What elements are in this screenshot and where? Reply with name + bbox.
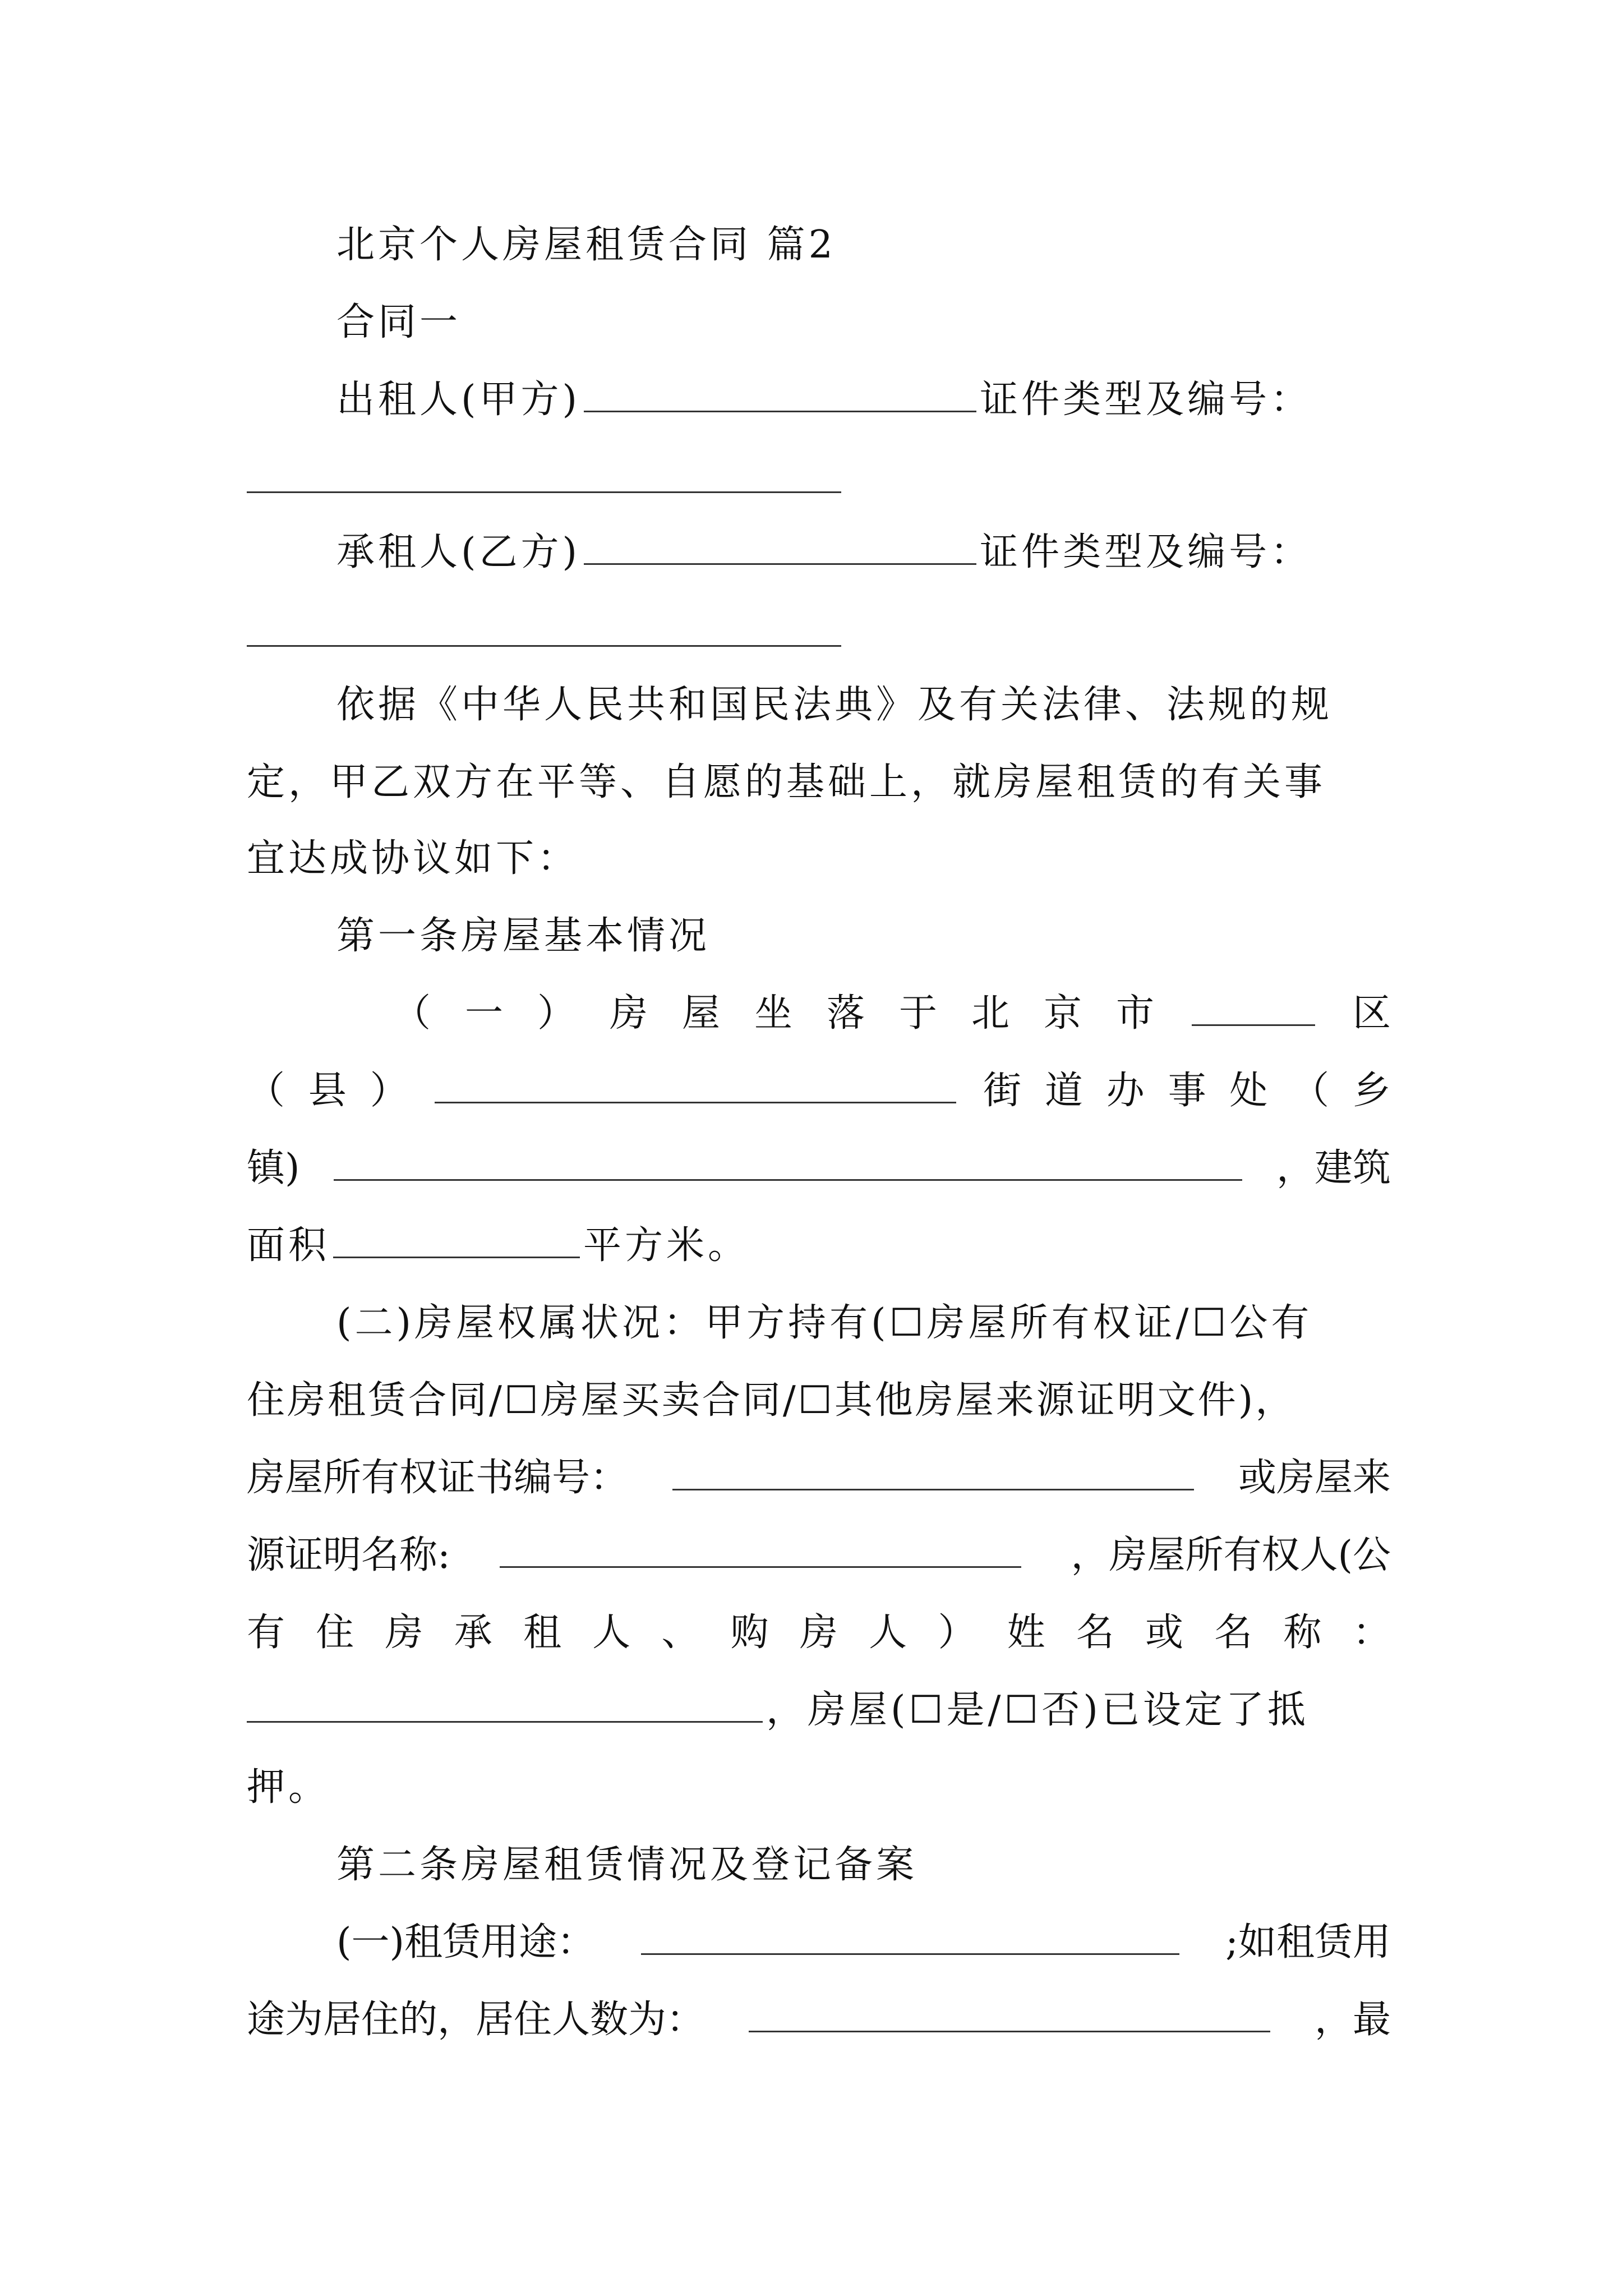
intro-line-3: 宜达成协议如下： <box>247 836 579 881</box>
art1-text: ，建筑 <box>1276 1146 1391 1190</box>
lessee-id-blank[interactable] <box>247 645 841 647</box>
art1-char: 县 <box>308 1069 347 1113</box>
art1-text: 或房屋来 <box>1238 1456 1391 1500</box>
lessee-line <box>336 527 1391 578</box>
town-blank[interactable] <box>334 1145 1242 1181</box>
intro-line-2: 定，甲乙双方在平等、自愿的基础上，就房屋租赁的有关事 <box>247 760 1326 804</box>
art1-char: 北 <box>971 991 1010 1036</box>
art1-char: 房 <box>799 1611 838 1655</box>
art1-char: 住 <box>316 1611 354 1655</box>
art1-char: 名 <box>1076 1611 1114 1655</box>
art1-char: 名 <box>1214 1611 1253 1655</box>
art1-char: ） <box>370 1069 408 1113</box>
art1-char: 办 <box>1106 1069 1145 1113</box>
district-blank[interactable] <box>1192 991 1315 1026</box>
art2-text: 途为居住的，居住人数为： <box>247 1998 705 2042</box>
art1-ownership-line-6 <box>247 1685 1391 1736</box>
lessee-id-label: 证件类型及编号： <box>980 530 1312 574</box>
art1-char: 于 <box>899 991 938 1036</box>
county-blank[interactable] <box>435 1068 956 1103</box>
doc-subtitle: 合同一 <box>336 300 462 344</box>
art1-char: 人 <box>869 1611 907 1655</box>
art1-char: 人 <box>592 1611 631 1655</box>
art1-location-line-3 <box>247 1143 1391 1194</box>
art1-char: 称 <box>1283 1611 1322 1655</box>
article-1-heading: 第一条房屋基本情况 <box>336 914 711 958</box>
art1-ownership-line-7: 押。 <box>247 1765 330 1810</box>
lessee-name-blank[interactable] <box>584 530 976 565</box>
art1-char: 承 <box>454 1611 492 1655</box>
art1-char: 坐 <box>754 991 793 1036</box>
art1-char: 租 <box>523 1611 561 1655</box>
art2-usage-line-2 <box>247 1995 1391 2045</box>
art1-ownership-line-4 <box>247 1530 1391 1581</box>
art1-ownership-line-2: 住房租赁合同/☐房屋买卖合同/☐其他房屋来源证明文件)， <box>247 1378 1296 1423</box>
art1-text: 源证明名称: <box>247 1533 450 1577</box>
art1-text: ，房屋(☐是/☐否)已设定了抵 <box>766 1688 1309 1732</box>
art1-char: 事 <box>1168 1069 1206 1113</box>
lessor-id-blank[interactable] <box>247 491 841 493</box>
owner-name-blank[interactable] <box>247 1687 763 1723</box>
art2-text: ，最 <box>1314 1998 1391 2042</box>
certificate-number-blank[interactable] <box>672 1455 1194 1490</box>
lessor-name-blank[interactable] <box>584 377 976 412</box>
area-blank[interactable] <box>333 1223 580 1258</box>
lessee-label: 承租人(乙方) <box>336 530 581 574</box>
art1-char: （ <box>247 1069 285 1113</box>
art2-usage-line-1 <box>336 1917 1391 1968</box>
art1-char: 道 <box>1044 1069 1083 1113</box>
art1-char: （ <box>1291 1069 1330 1113</box>
art1-char: 一 <box>465 991 504 1036</box>
art1-char: ） <box>537 991 576 1036</box>
lessor-id-label: 证件类型及编号： <box>980 378 1312 422</box>
certificate-name-blank[interactable] <box>500 1533 1021 1568</box>
art1-text: 面积 <box>247 1223 330 1268</box>
doc-title: 北京个人房屋租赁合同 篇2 <box>336 223 836 267</box>
art1-char: 处 <box>1229 1069 1268 1113</box>
art1-char: 屋 <box>682 991 721 1036</box>
art1-char: 房 <box>385 1611 423 1655</box>
art1-char: 乡 <box>1352 1069 1391 1113</box>
art1-char: 姓 <box>1007 1611 1045 1655</box>
art1-location-line-1 <box>393 988 1391 1039</box>
art1-char: 或 <box>1145 1611 1184 1655</box>
lessor-line <box>336 375 1391 425</box>
occupants-blank[interactable] <box>749 1997 1270 2032</box>
art1-char: 区 <box>1352 991 1391 1036</box>
art1-ownership-line-1: (二)房屋权属状况：甲方持有(☐房屋所有权证/☐公有 <box>336 1301 1313 1345</box>
lessor-label: 出租人(甲方) <box>336 378 581 422</box>
art1-char: 有 <box>247 1611 285 1655</box>
art1-char: 京 <box>1044 991 1082 1036</box>
article-2-heading: 第二条房屋租赁情况及登记备案 <box>336 1843 918 1887</box>
art1-char: 购 <box>730 1611 769 1655</box>
art1-char: ： <box>1352 1611 1391 1655</box>
art1-char: ） <box>938 1611 976 1655</box>
art1-text: 平方米。 <box>583 1223 750 1268</box>
intro-line-1: 依据《中华人民共和国民法典》及有关法律、法规的规 <box>336 683 1333 727</box>
art1-char: 落 <box>827 991 865 1036</box>
art1-ownership-line-5 <box>247 1608 1391 1658</box>
art1-area-line <box>247 1221 1391 1271</box>
art2-text: ;如租赁用 <box>1225 1920 1391 1964</box>
art1-char: 房 <box>610 991 648 1036</box>
art1-location-line-2 <box>247 1066 1391 1116</box>
art1-char: 街 <box>983 1069 1022 1113</box>
art1-char: 市 <box>1116 991 1155 1036</box>
art1-char: （ <box>393 991 431 1036</box>
art1-ownership-line-3 <box>247 1453 1391 1503</box>
art1-char: 、 <box>661 1611 700 1655</box>
art1-text: 镇) <box>247 1146 300 1190</box>
art1-text: 房屋所有权证书编号： <box>247 1456 629 1500</box>
art2-text: (一)租赁用途： <box>336 1920 596 1964</box>
art1-text: ，房屋所有权人(公 <box>1071 1533 1391 1577</box>
usage-blank[interactable] <box>641 1920 1179 1955</box>
